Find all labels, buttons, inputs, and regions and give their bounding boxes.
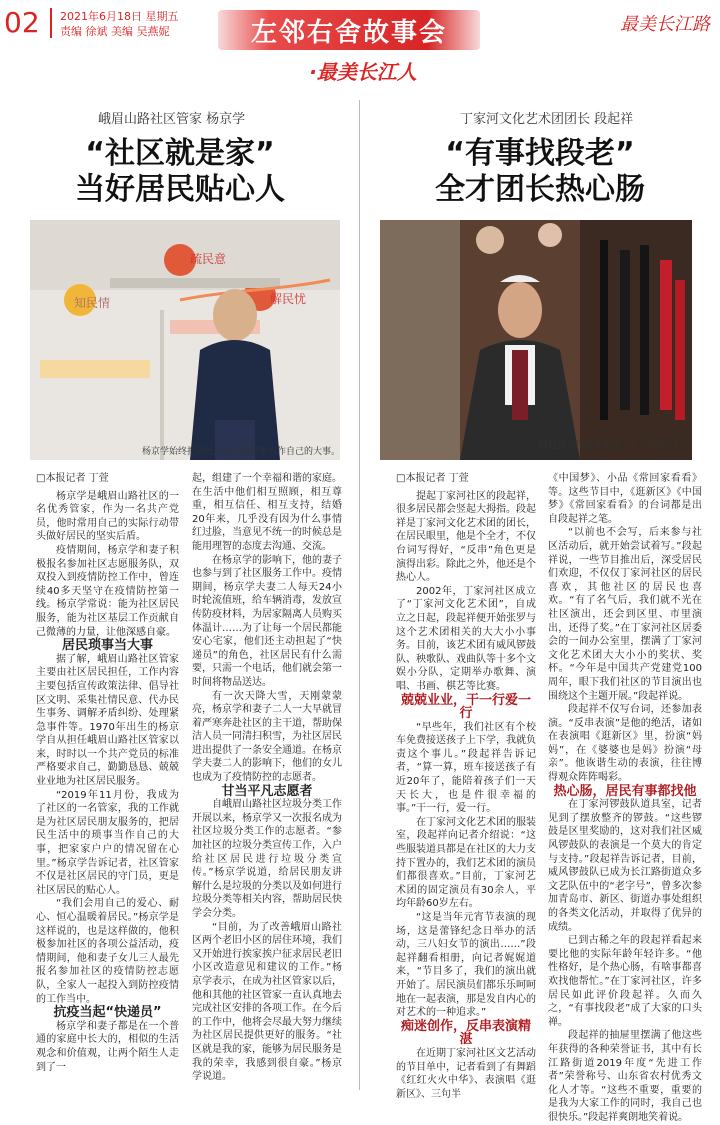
reporter-credit: □本报记者 丁萱 (396, 473, 469, 484)
wall-label-2: 知民情 (74, 296, 111, 310)
right-headline (370, 136, 710, 208)
paragraph: 在杨京学的影响下，他的妻子也参与到了社区服务工作中。疫情期间，杨京学夫妻二人每天24小时轮流值班，给车辆消毒，发放宣传防疫材料，为居家隔离人员购买体温计……为了让每一个居民都能安心宅家，他们还主动担起了“快递员”的角色，社区居民有什么需要，只需一个电话，他们就会第一时间将物品送达。 (192, 554, 342, 688)
paragraph: 疫情期间，杨京学和妻子积极报名参加社区志愿服务队，双双投入到疫情防控工作中，曾连续40多天坚守在疫情防控第一线。杨京学常说：能为社区居民服务，能为社区基层工作贡献自己微薄的力量，让他深感自豪。 (36, 544, 179, 638)
right-column-2 (548, 472, 702, 1125)
section-title: 左邻右舍故事会 (250, 18, 447, 48)
reporter-credit: □本报记者 丁萱 (36, 473, 109, 484)
left-photo-image (30, 220, 340, 460)
paragraph: 在丁家河文化艺术团的服装室，段起祥向记者介绍说：“这些服装道具都是在社区的大力支持下置办的，我们艺术团的演员们都很喜欢。”目前，丁家河艺术团的固定演员有30余人，平均年龄60岁左右。 (396, 816, 536, 910)
left-column-1 (36, 472, 179, 1074)
subhead: 居民琐事当大事 (61, 638, 153, 654)
left-column-2 (192, 472, 342, 1084)
paragraph: 杨京学和妻子都是在一个普通的家庭中长大的，相似的生活观念和价值观，让两个陌生人走到了一 (36, 1020, 179, 1073)
editors-line: 责编 徐斌 美编 吴燕妮 (60, 25, 170, 38)
wall-label-1: 疏民意 (190, 252, 227, 266)
corner-logo: 最美长江路 (620, 14, 710, 35)
paragraph: 据了解，峨眉山路社区管家主要由社区居民担任，工作内容主要包括宣传政策法律、倡导社区文明、采集社情民意、代办民生事务、调解矛盾纠纷、处理紧急事件等。1970年出生的杨京学自从担任峨眉山路社区管家以来，时时以一个共产党员的标准严格要求自己，勤勤恳恳、兢兢业业地为社区居民服务。 (36, 653, 179, 788)
paragraph: 提起丁家河社区的段起祥，很多居民都会竖起大拇指。段起祥是丁家河文化艺术团的团长，在居民眼里，他是个全才，不仅台词写得好，“反串”角色更是演得出彩。除此之外，他还是个热心人。 (396, 490, 536, 584)
date-line: 2021年6月18日 星期五 (60, 10, 179, 23)
right-column-1 (396, 472, 536, 1101)
paragraph: 2002年，丁家河社区成立了“丁家河文化艺术团”，自成立之日起，段起祥便开始张罗与这个艺术团相关的大大小小事务。目前，该艺术团有威风锣鼓队、秧歌队、戏曲队等十多个文娱小分队，定期举办歌舞、演唱、书画、棋艺等比赛。 (396, 585, 536, 692)
header-meta (60, 9, 179, 39)
left-byline: 峨眉山路社区管家 杨京学 (98, 112, 246, 127)
left-headline (10, 136, 350, 208)
subhead: 热心肠，居民有事都找他 (553, 783, 697, 799)
paragraph: 自峨眉山路社区垃圾分类工作开展以来，杨京学又一次报名成为社区垃圾分类工作的志愿者。“参加社区的垃圾分类宣传工作，入户给社区居民进行垃圾分类宣传。”杨京学说道，给居民朋友讲解什么是垃圾的分类以及如何进行垃圾分类等相关内容，帮助居民快学会分类。 (192, 799, 342, 919)
left-photo (30, 220, 340, 460)
paragraph: “这是当年元宵节表演的现场，这是蕾锋纪念日举办的活动，三八妇女节的演出……”段起祥翻看相册，向记者娓娓道来，“节目多了，我们的演出就开始了。居民演员们都乐乐呵呵地在一起表演，那是发自内心的对艺术的一种追求。” (396, 912, 536, 1019)
subhead: 兢兢业业，干一行爱一行 (400, 692, 531, 722)
paragraph: 段起祥不仅写台词，还参加表演。“反串表演”是他的绝活，诸如在表演唱《逛新区》里，扮演“妈妈”，在《婆婆也是妈》扮演“母亲”。他诙谐生动的表演，往往博得观众阵阵喝彩。 (548, 704, 702, 784)
paragraph: 杨京学是峨眉山路社区的一名优秀管家，作为一名共产党员，他时常用自己的实际行动带头做好居民的坚实后盾。 (36, 490, 179, 543)
subhead: 甘当平凡志愿者 (221, 783, 313, 799)
paragraph: “我们会用自己的爱心、耐心、恒心温暖着居民。”杨京学是这样说的，也是这样做的，他积极参加社区的各项公益活动，疫情期间，他和妻子女儿三人最先报名参加社区的疫情防控志愿队，全家人一起投入到防控疫情的工作当中。 (36, 898, 179, 1005)
left-photo-caption: 杨京学始终把居民生活中的琐事当作自己的大事。 (141, 447, 340, 457)
paragraph: 在丁家河锣鼓队道具室，记者见到了摆放整齐的锣鼓。“这些锣鼓是区里奖励的，这对我们社区威风锣鼓队的表演是一个莫大的肯定与支持。”段起祥告诉记者，目前，威风锣鼓队已成为长江路街道众多文艺队伍中的“老字号”，曾多次参加青岛市、新区、街道办事处组织的各类文化活动，并取得了优异的成绩。 (548, 799, 702, 933)
paragraph: 已到古稀之年的段起祥看起来要比他的实际年龄年轻许多。“他性格好，是个热心肠，有啥事都喜欢找他帮忙。”在丁家河社区，许多居民如此评价段起祥。久而久之，“有事找段老”成了大家的口头禅。 (548, 935, 702, 1028)
right-photo-caption: 段起祥工作兢兢业业，干一行爱一行。 (538, 441, 692, 451)
left-headline-line1: “社区就是家” (85, 136, 275, 171)
column-divider (359, 100, 360, 1090)
paragraph: “早些年，我们社区有个校车免费接送孩子上下学，我就负责这个事儿。”段起祥告诉记者，“算一算，班车接送孩子有近20年了，能陪着孩子们一天天长大，也是件很幸福的事。”干一行，爱一行。 (396, 721, 536, 815)
right-headline-line1: “有事找段老” (445, 136, 635, 171)
paragraph: 有一次天降大雪，天刚蒙蒙亮，杨京学和妻子二人一大早就冒着严寒奔赴社区的主干道，帮助保洁人员一同清扫积雪，为社区居民进出提供了一条安全通道。在杨京学夫妻二人的影响下，他们的女儿也成为了疫情防控的志愿者。 (192, 690, 342, 784)
subhead: 痴迷创作，反串表演精湛 (400, 1018, 531, 1048)
paragraph: 起，组建了一个幸福和谐的家庭。在生活中他们相互照顾，相互尊重，相互信任、相互支持，结婚20年来，几乎没有因为什么事情红过脸，当意见不统一的时候总是能用理智的态度去沟通、交流。 (192, 473, 342, 552)
sub-title: ·最美长江人 (309, 60, 417, 84)
right-byline: 丁家河文化艺术团团长 段起祥 (460, 112, 634, 127)
masthead (0, 0, 720, 48)
wall-label-3: 解民忧 (270, 292, 307, 306)
paragraph: “目前，为了改善峨眉山路社区两个老旧小区的居住环境，我们又开始进行挨家挨户征求居民老旧小区改造意见和建议的工作。”杨京学表示，在成为社区管家以后，他和其他的社区管家一直认真地去完成社区安排的各项工作。在今后的工作中，他将会尽最大努力继续为社区居民提供更好的服务。“社区就是我的家，能够为居民服务是我的荣幸，我感到很自豪。”杨京学说道。 (192, 921, 342, 1083)
left-headline-line2: 当好居民贴心人 (75, 172, 285, 207)
page-number: 02 (4, 6, 40, 39)
right-photo (380, 220, 692, 460)
subhead: 抗疫当起“快递员” (53, 1005, 162, 1021)
paragraph: 《中国梦》、小品《常回家看看》等。这些节目中，《逛新区》《中国梦》《常回家看看》的台词都是出自段起祥之笔。 (548, 473, 702, 525)
right-photo-image (380, 220, 692, 460)
paragraph: “以前也不会写，后来参与社区活动后，就开始尝试着写。”段起祥说，一些节目推出后，深受居民们欢迎，不仅仅丁家河社区的居民喜欢，其他社区的居民也喜欢。“有了名气后，我们就不光在社区演出，还会到区里、市里演出，还得了奖。”在丁家河社区居委会的一间办公室里，摆满了丁家河文化艺术团大大小小的奖状、奖杯。“今年是中国共产党建党100周年，眼下我们社区的节目演出也围绕这个主题开展。”段起祥说。 (548, 527, 702, 702)
right-headline-line2: 全才团长热心肠 (435, 172, 645, 207)
paragraph: 段起祥的抽屉里摆满了他这些年获得的各种荣誉证书，其中有长江路街道2019年度“先进工作者”荣誉称号、山东省农村优秀文化人才等。“这些不重要，重要的是我为大家工作的同时，我自己也很快乐。”段起祥爽朗地笑着说。 (548, 1030, 702, 1123)
paragraph: 在近期丁家河社区文艺活动的节目单中，记者看到了有舞蹈《红红火火中华》、表演唱《逛新区》、三句半 (396, 1047, 536, 1100)
header-divider (50, 8, 52, 38)
paragraph: “2019年11月份，我成为了社区的一名管家，我的工作就是为社区居民朋友服务的，把居民生活中的琐事当作自己的大事，把家家户户的情况留在心里。”杨京学告诉记者，社区管家不仅是社区居民的守门员，更是社区居民的贴心人。 (36, 789, 179, 896)
